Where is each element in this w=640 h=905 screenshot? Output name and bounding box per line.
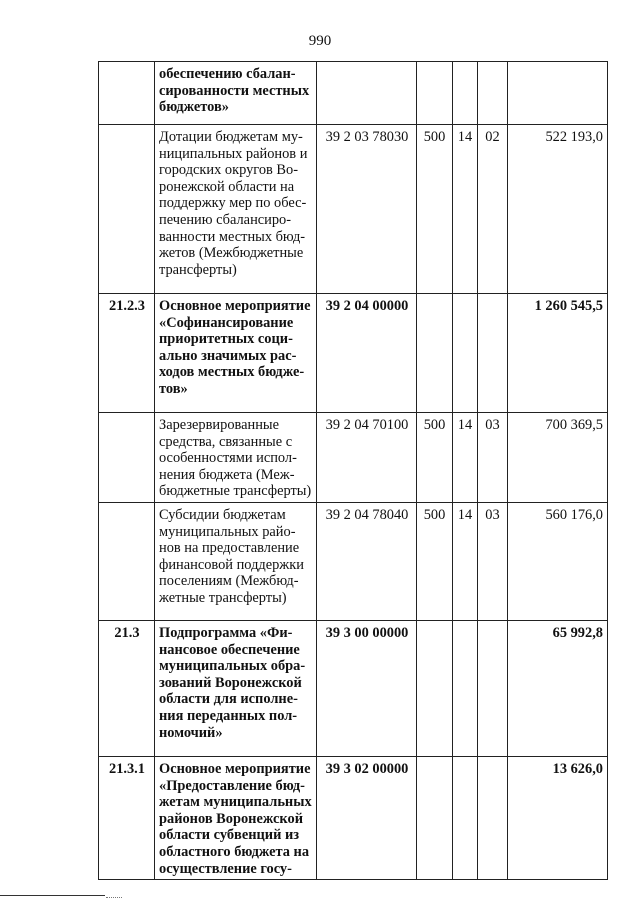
row-index [99,125,155,294]
page-number: 990 [308,33,332,49]
row-name: Основное мероприятие «Софинансирование приоритетных соци-ально значимых рас-ходов местных бюдже-тов» [155,294,317,413]
row-index: 21.3.1 [99,756,155,879]
row-code: 39 3 02 00000 [317,756,417,879]
row-amount: 560 176,0 [508,502,608,620]
row-index: 21.2.3 [99,294,155,413]
row-c1 [417,294,453,413]
row-c2 [453,756,478,879]
row-amount: 700 369,5 [508,413,608,503]
row-c3: 03 [478,502,508,620]
row-name: Субсидии бюджетам муниципальных райо-нов на предоставление финансовой поддержки поселениям (Межбюд-жетные трансферты) [155,502,317,620]
row-c3 [478,620,508,756]
row-c1: 500 [417,413,453,503]
row-c2 [453,294,478,413]
row-c1 [417,62,453,125]
row-name: Зарезервированные средства, связанные с особенностями испол-нения бюджета (Меж-бюджетные трансферты) [155,413,317,503]
row-name: Дотации бюджетам му-ниципальных районов и городских округов Во-ронежской области на поддержку мер по обес-печению сбалансиро-ванности местных бюд-жетов (Межбюджетные трансферты) [155,125,317,294]
table-row [99,125,608,294]
table-row [99,502,608,620]
footnote-separator-dotted [106,897,122,898]
row-name: обеспечению сбалан-сированности местных бюджетов» [155,62,317,125]
table-row [99,756,608,879]
row-c3: 03 [478,413,508,503]
row-c3 [478,756,508,879]
row-index [99,413,155,503]
row-c1: 500 [417,502,453,620]
row-amount: 1 260 545,5 [508,294,608,413]
footnote-separator [0,895,105,896]
row-code [317,62,417,125]
row-c1 [417,756,453,879]
row-c2: 14 [453,502,478,620]
table-row [99,413,608,503]
row-code: 39 3 00 00000 [317,620,417,756]
row-c3 [478,62,508,125]
row-name: Основное мероприятие «Предоставление бюд-жетам муниципальных районов Воронежской области субвенций из областного бюджета на осуществление госу- [155,756,317,879]
row-code: 39 2 04 00000 [317,294,417,413]
row-c2: 14 [453,413,478,503]
row-amount: 522 193,0 [508,125,608,294]
row-amount [508,62,608,125]
row-c1: 500 [417,125,453,294]
row-amount: 65 992,8 [508,620,608,756]
table-row [99,620,608,756]
row-index [99,502,155,620]
row-amount: 13 626,0 [508,756,608,879]
row-c3: 02 [478,125,508,294]
row-index [99,62,155,125]
row-index: 21.3 [99,620,155,756]
row-c1 [417,620,453,756]
row-c2 [453,620,478,756]
row-c2 [453,62,478,125]
table-row [99,62,608,125]
row-c3 [478,294,508,413]
row-c2: 14 [453,125,478,294]
row-code: 39 2 04 70100 [317,413,417,503]
row-code: 39 2 03 78030 [317,125,417,294]
table-row [99,294,608,413]
row-code: 39 2 04 78040 [317,502,417,620]
budget-table [98,61,608,880]
row-name: Подпрограмма «Фи-нансовое обеспечение муниципальных обра-зований Воронежской области для исполне-ния переданных пол-номочий» [155,620,317,756]
